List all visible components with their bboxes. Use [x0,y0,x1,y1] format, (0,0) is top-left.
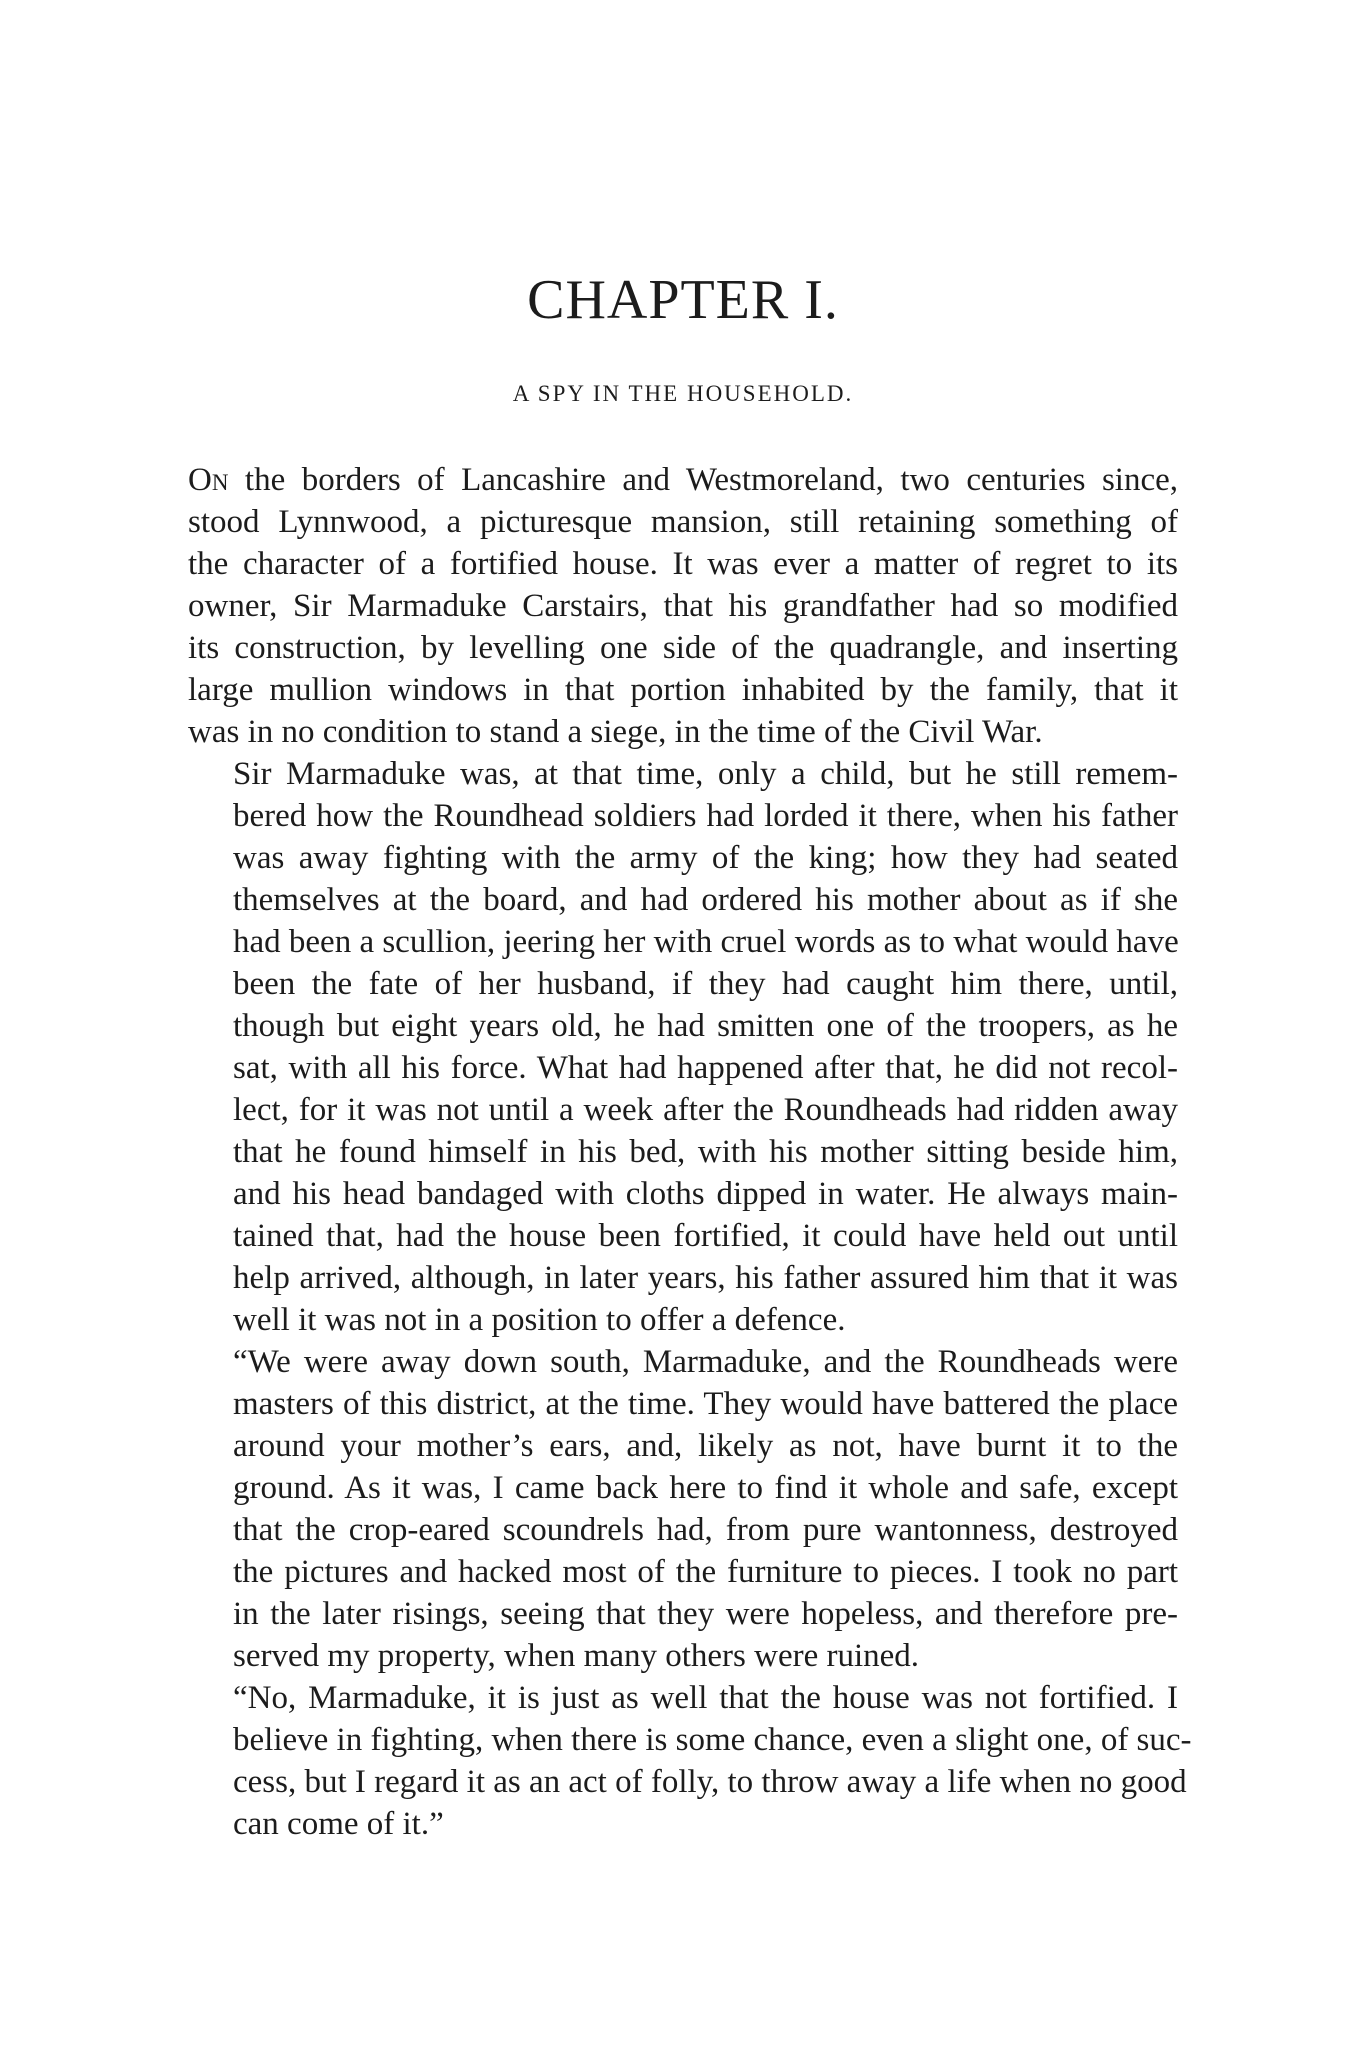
paragraph-line: though but eight years old, he had smitten one of the troopers, as he [233,1008,1178,1045]
paragraph-line: and his head bandaged with cloths dipped in water. He always main- [233,1176,1178,1213]
paragraph-line: served my property, when many others were ruined. [233,1638,920,1675]
paragraph-line: lect, for it was not until a week after the Roundheads had ridden away [233,1092,1178,1129]
paragraph-1 [188,459,1178,753]
paragraph-line: bered how the Roundhead soldiers had lorded it there, when his father [233,798,1178,835]
paragraph-line: was away fighting with the army of the king; how they had seated [233,840,1178,877]
dropcap-word: On [188,462,229,499]
chapter-body [188,459,1192,1845]
paragraph-line: cess, but I regard it as an act of folly, to throw away a life when no good [233,1764,1187,1801]
paragraph-4 [188,1677,1192,1845]
paragraph-line: believe in fighting, when there is some chance, even a slight one, of suc- [233,1722,1192,1759]
paragraph-2 [188,753,1178,1341]
book-page [188,269,1192,1845]
paragraph-line: can come of it.” [233,1806,444,1843]
paragraph-line: themselves at the board, and had ordered his mother about as if she [233,882,1178,919]
paragraph-line: well it was not in a position to offer a defence. [233,1302,846,1339]
paragraph-line: that he found himself in his bed, with his mother sitting beside him, [233,1134,1178,1171]
paragraph-line: tained that, had the house been fortified, it could have held out until [233,1218,1178,1255]
paragraph-line: the pictures and hacked most of the furniture to pieces. I took no part [233,1554,1178,1591]
chapter-subtitle: A SPY IN THE HOUSEHOLD. [512,380,854,406]
paragraph-line: large mullion windows in that portion inhabited by the family, that it [188,672,1178,709]
paragraph-line: “No, Marmaduke, it is just as well that the house was not fortified. I [233,1680,1178,1717]
paragraph-line: masters of this district, at the time. They would have battered the place [233,1386,1178,1423]
paragraph-line: sat, with all his force. What had happened after that, he did not recol- [233,1050,1178,1087]
paragraph-line: the character of a fortified house. It was ever a matter of regret to its [188,546,1178,583]
paragraph-line: was in no condition to stand a siege, in the time of the Civil War. [188,714,1043,751]
paragraph-line: its construction, by levelling one side of the quadrangle, and inserting [188,630,1178,667]
paragraph-line: been the fate of her husband, if they had caught him there, until, [233,966,1178,1003]
paragraph-line: that the crop-eared scoundrels had, from pure wantonness, destroyed [233,1512,1178,1549]
chapter-title: CHAPTER I. [527,269,839,331]
paragraph-line: stood Lynnwood, a picturesque mansion, still retaining something of [188,504,1178,541]
paragraph-line: “We were away down south, Marmaduke, and the Roundheads were [233,1344,1178,1381]
paragraph-3 [188,1341,1178,1677]
paragraph-line: in the later risings, seeing that they were hopeless, and therefore pre- [233,1596,1178,1633]
paragraph-line: Sir Marmaduke was, at that time, only a child, but he still remem- [233,756,1178,793]
paragraph-line: ground. As it was, I came back here to find it whole and safe, except [233,1470,1178,1507]
paragraph-line: around your mother’s ears, and, likely as not, have burnt it to the [233,1428,1178,1465]
paragraph-line: On the borders of Lancashire and Westmoreland, two centuries since, [188,462,1178,499]
paragraph-line: owner, Sir Marmaduke Carstairs, that his grandfather had so modified [188,588,1178,625]
paragraph-line: help arrived, although, in later years, his father assured him that it was [233,1260,1178,1297]
paragraph-line: had been a scullion, jeering her with cruel words as to what would have [233,924,1179,961]
